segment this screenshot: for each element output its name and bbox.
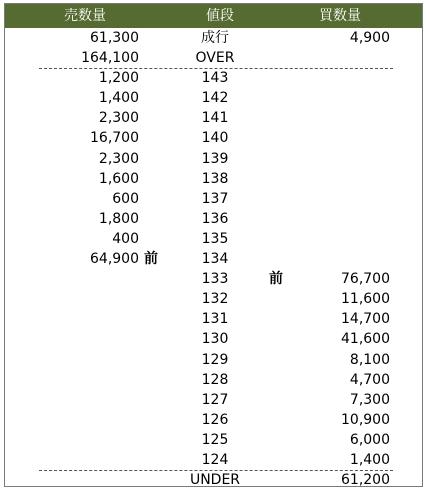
sell-previous-mark (144, 229, 164, 249)
price: 125 (201, 431, 229, 448)
sell-previous-mark (144, 370, 164, 390)
sell-previous-mark (144, 450, 164, 470)
sell-quantity: 1,800 (98, 210, 139, 227)
buy-quantity: 6,000 (349, 431, 390, 448)
sell-previous-mark (144, 410, 164, 430)
buy-quantity: 11,600 (341, 291, 390, 308)
order-book-row (5, 410, 422, 430)
price: 127 (201, 391, 229, 408)
sell-previous-mark (144, 309, 164, 329)
order-book-row (5, 470, 422, 490)
order-book-row (5, 289, 422, 309)
sell-quantity: 16,700 (90, 130, 139, 147)
sell-previous-mark (144, 48, 164, 68)
buy-quantity (285, 249, 390, 269)
order-book-row (5, 209, 422, 229)
buy-quantity (285, 229, 390, 249)
price: 140 (201, 130, 229, 147)
buy-quantity (285, 189, 390, 209)
order-book-row (5, 390, 422, 410)
sell-previous-mark (144, 28, 164, 48)
price: 132 (201, 291, 229, 308)
order-book-row (5, 108, 422, 128)
sell-quantity: 1,600 (98, 170, 139, 187)
buy-quantity (285, 68, 390, 88)
sell-quantity (25, 329, 139, 349)
order-book-row (5, 350, 422, 370)
sell-previous-mark (144, 470, 164, 490)
sell-quantity: 2,300 (98, 110, 139, 127)
buy-quantity: 61,200 (341, 472, 390, 489)
buy-quantity-header: 買数量 (319, 8, 361, 24)
order-book-row (5, 169, 422, 189)
sell-quantity (25, 470, 139, 490)
order-book-row (5, 309, 422, 329)
buy-quantity: 4,900 (349, 30, 390, 46)
sell-quantity: 1,200 (98, 70, 139, 87)
buy-quantity: 10,900 (341, 411, 390, 428)
sell-previous-mark (144, 350, 164, 370)
sell-quantity (25, 450, 139, 470)
sell-previous-mark (144, 149, 164, 169)
buy-quantity: 41,600 (341, 331, 390, 348)
sell-quantity: 61,300 (90, 30, 139, 46)
order-book-row (5, 48, 422, 68)
price: 138 (201, 170, 229, 187)
buy-quantity: 4,700 (349, 371, 390, 388)
price: 137 (201, 190, 229, 207)
price: 135 (201, 230, 229, 247)
buy-quantity (285, 108, 390, 128)
sell-quantity (25, 269, 139, 289)
buy-quantity (285, 149, 390, 169)
sell-quantity: 400 (112, 230, 139, 247)
order-book-row (5, 450, 422, 470)
buy-quantity: 1,400 (349, 451, 390, 468)
sell-previous-mark (144, 329, 164, 349)
price-header: 値段 (206, 8, 234, 24)
order-book-row (5, 430, 422, 450)
price: 141 (201, 110, 229, 127)
sell-previous-mark (144, 128, 164, 148)
order-book-header (5, 4, 422, 28)
sell-quantity: 1,400 (98, 90, 139, 107)
price: 143 (201, 70, 229, 87)
order-book-row (5, 189, 422, 209)
order-book-row (5, 229, 422, 249)
buy-quantity (285, 48, 390, 68)
price: 130 (201, 331, 229, 348)
sell-quantity (25, 350, 139, 370)
order-book-row (5, 28, 422, 48)
order-book-row (5, 269, 422, 289)
sell-previous-mark (144, 390, 164, 410)
order-book-row (5, 88, 422, 108)
sell-previous-mark (144, 108, 164, 128)
order-book-row (5, 68, 422, 88)
order-book-rows (5, 28, 422, 490)
sell-previous-mark (144, 209, 164, 229)
price: UNDER (189, 472, 241, 489)
sell-previous-mark: 前 (144, 251, 158, 268)
price: 131 (201, 311, 229, 328)
order-book-board (4, 3, 423, 487)
price: 124 (201, 451, 229, 468)
order-book-row (5, 370, 422, 390)
sell-previous-mark (144, 289, 164, 309)
buy-quantity: 7,300 (349, 391, 390, 408)
under-separator (39, 470, 393, 471)
buy-quantity (285, 209, 390, 229)
sell-quantity (25, 370, 139, 390)
price: 128 (201, 371, 229, 388)
price: 126 (201, 411, 229, 428)
price: 129 (201, 351, 229, 368)
price: 134 (201, 251, 229, 268)
price: 133 (201, 271, 229, 288)
price: 成行 (201, 30, 229, 46)
sell-quantity: 600 (112, 190, 139, 207)
sell-previous-mark (144, 169, 164, 189)
order-book-row (5, 149, 422, 169)
sell-previous-mark (144, 68, 164, 88)
buy-previous-mark: 前 (269, 271, 283, 288)
buy-quantity (285, 88, 390, 108)
buy-quantity (285, 169, 390, 189)
sell-quantity (25, 390, 139, 410)
sell-previous-mark (144, 269, 164, 289)
price: 136 (201, 210, 229, 227)
sell-quantity (25, 410, 139, 430)
buy-quantity: 14,700 (341, 311, 390, 328)
sell-quantity: 164,100 (81, 50, 139, 67)
order-book-row (5, 249, 422, 269)
price: 142 (201, 90, 229, 107)
sell-quantity-header: 売数量 (64, 8, 106, 24)
price: 139 (201, 150, 229, 167)
order-book-row (5, 128, 422, 148)
sell-previous-mark (144, 88, 164, 108)
sell-previous-mark (144, 189, 164, 209)
order-book-row (5, 329, 422, 349)
over-separator (39, 68, 393, 69)
sell-previous-mark (144, 430, 164, 450)
sell-quantity (25, 289, 139, 309)
sell-quantity: 64,900 (90, 251, 139, 268)
sell-quantity (25, 430, 139, 450)
buy-quantity: 8,100 (349, 351, 390, 368)
sell-quantity (25, 309, 139, 329)
sell-quantity: 2,300 (98, 150, 139, 167)
price: OVER (195, 50, 235, 67)
buy-quantity (285, 128, 390, 148)
buy-quantity: 76,700 (341, 271, 390, 288)
